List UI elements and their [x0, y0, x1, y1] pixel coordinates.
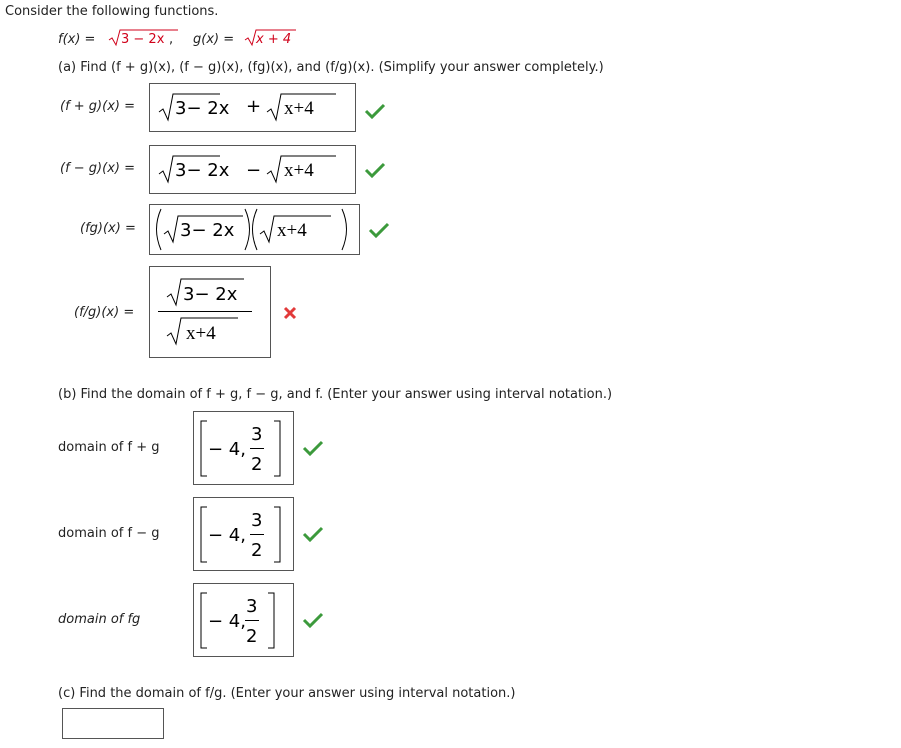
domain-quot-input[interactable]: [62, 708, 164, 739]
f-radicand: 3 − 2x: [121, 32, 165, 47]
fraction-bar: [250, 534, 264, 535]
quot-answer-box[interactable]: [149, 266, 271, 358]
domain-den: 2: [251, 540, 263, 561]
fg-sum-label: (f + g)(x) =: [60, 99, 135, 114]
fg-diff-label: (f − g)(x) =: [60, 161, 135, 176]
domain-sum-label: domain of f + g: [58, 440, 160, 455]
prod-rad2: x+4: [277, 220, 307, 241]
domain-prod-label: domain of fg: [58, 612, 141, 627]
fraction-bar: [250, 448, 264, 449]
quot-denominator: x+4: [186, 323, 216, 344]
prod-answer-box[interactable]: [149, 204, 360, 255]
f-trail: ,: [169, 32, 174, 47]
fraction-bar: [245, 620, 259, 621]
domain-left: − 4,: [208, 611, 246, 632]
domain-num: 3: [251, 424, 263, 445]
diff-rad2: x+4: [284, 160, 314, 181]
check-icon: [364, 162, 386, 178]
domain-num: 3: [246, 596, 258, 617]
domain-left: − 4,: [208, 439, 246, 460]
g-label: g(x) =: [193, 32, 235, 47]
check-icon: [302, 526, 324, 542]
diff-answer-box[interactable]: [149, 145, 356, 194]
fg-prod-label: (fg)(x) =: [80, 221, 136, 236]
part-b-prompt: (b) Find the domain of f + g, f − g, and f. (Enter your answer using interval notation.): [58, 387, 613, 402]
cross-icon: [282, 305, 298, 321]
sum-rad1: 3− 2x: [175, 98, 230, 119]
sum-rad2: x+4: [284, 98, 314, 119]
domain-left: − 4,: [208, 525, 246, 546]
f-label: f(x) =: [58, 32, 96, 47]
diff-rad1: 3− 2x: [175, 160, 230, 181]
part-c-prompt: (c) Find the domain of f/g. (Enter your answer using interval notation.): [58, 686, 516, 701]
fg-quot-label: (f/g)(x) =: [74, 305, 135, 320]
intro-text: Consider the following functions.: [5, 4, 219, 19]
quot-numerator: 3− 2x: [183, 284, 238, 305]
sum-answer-box[interactable]: [149, 83, 356, 132]
domain-diff-label: domain of f − g: [58, 526, 160, 541]
check-icon: [368, 222, 390, 238]
prod-rad1: 3− 2x: [180, 220, 235, 241]
domain-diff-box[interactable]: [193, 497, 294, 571]
sum-op: +: [246, 96, 262, 117]
diff-op: −: [246, 160, 262, 181]
check-icon: [364, 103, 386, 119]
fraction-bar: [158, 311, 252, 312]
domain-num: 3: [251, 510, 263, 531]
domain-sum-box[interactable]: [193, 411, 294, 485]
check-icon: [302, 612, 324, 628]
domain-prod-box[interactable]: [193, 583, 294, 657]
part-a-prompt: (a) Find (f + g)(x), (f − g)(x), (fg)(x), and (f/g)(x). (Simplify your answer completely.): [58, 60, 604, 75]
domain-den: 2: [246, 626, 258, 647]
check-icon: [302, 440, 324, 456]
g-radicand: x + 4: [256, 32, 292, 47]
domain-den: 2: [251, 454, 263, 475]
